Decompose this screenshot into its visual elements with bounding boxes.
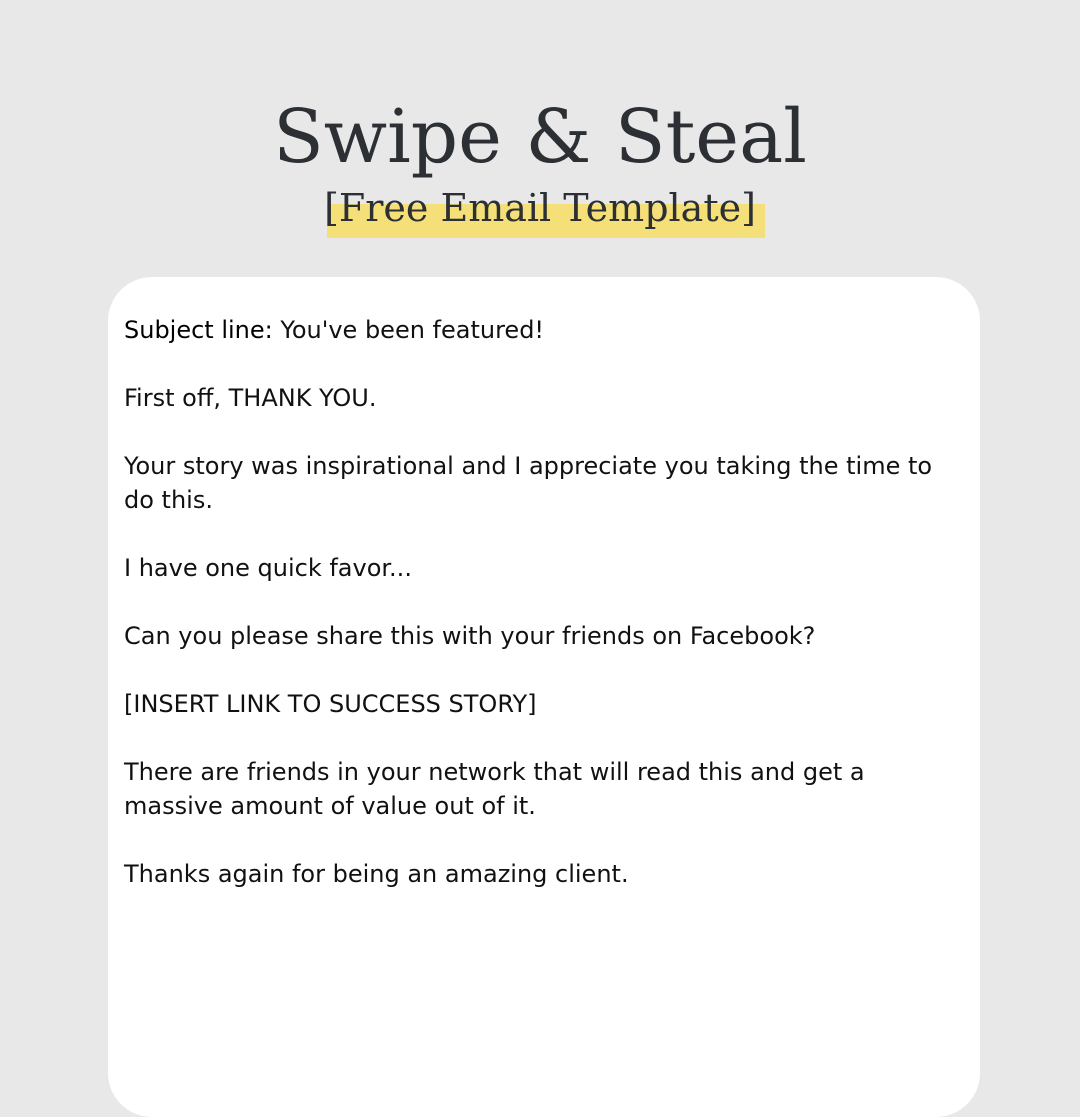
subtitle-container [0, 182, 1080, 234]
page-title: Swipe & Steal [273, 94, 807, 180]
page-subtitle: [Free Email Template] [324, 186, 756, 230]
email-paragraph-share: Can you please share this with your friends on Facebook? [124, 622, 816, 650]
email-body [124, 313, 964, 925]
email-paragraph-closing: Thanks again for being an amazing client. [124, 860, 629, 888]
subject-label: Subject line: [124, 316, 273, 344]
email-paragraph-favor: I have one quick favor... [124, 554, 412, 582]
subject-value: You've been featured! [272, 316, 545, 344]
email-link-placeholder: [INSERT LINK TO SUCCESS STORY] [124, 690, 537, 718]
email-paragraph-story: Your story was inspirational and I appreciate you taking the time to do this. [124, 452, 933, 514]
email-paragraph-thanks: First off, THANK YOU. [124, 384, 377, 412]
email-paragraph-network: There are friends in your network that will read this and get a massive amount of value out of it. [124, 758, 865, 820]
subject-line [124, 313, 964, 347]
